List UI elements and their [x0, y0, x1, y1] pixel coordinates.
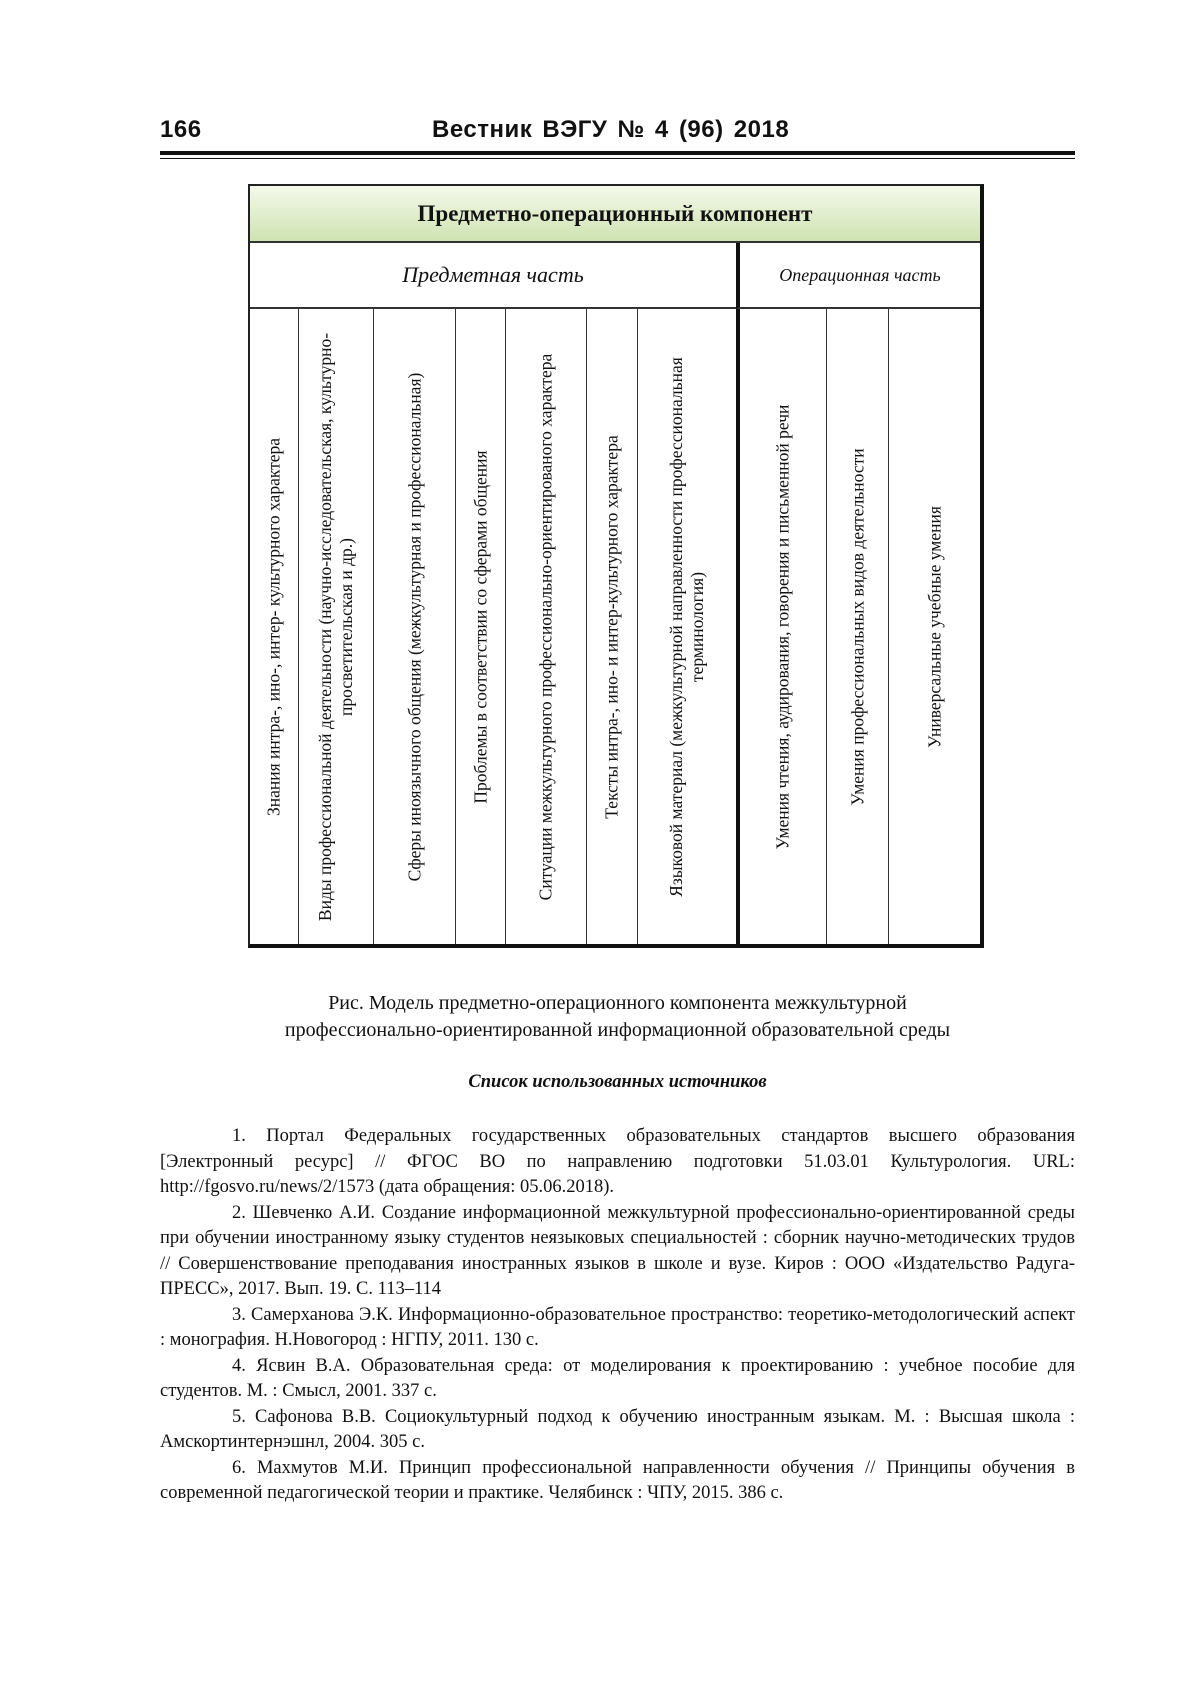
reference-item: 6. Махмутов М.И. Принцип профессиональной направленности обучения // Принципы обучения в современной педагогической теории и практике. Челябинск : ЧПУ, 2015. 386 с. — [160, 1457, 1075, 1503]
column-text: Виды профессиональной деятельности (научно-исследовательская, культурно-просветительская и др.) — [315, 332, 356, 921]
figure-caption — [160, 990, 1075, 1044]
component-figure — [248, 184, 984, 948]
operational-part-header: Операционная часть — [736, 243, 980, 309]
column-text: Умения чтения, аудирования, говорения и письменной речи — [772, 404, 793, 849]
figure-column — [637, 309, 736, 944]
caption-line-1: Рис. Модель предметно-операционного компонента межкультурной — [328, 992, 907, 1014]
references-list — [160, 1124, 1075, 1507]
reference-item: 4. Ясвин В.А. Образовательная среда: от моделирования к проектированию : учебное пособие для студентов. М. : Смысл, 2001. 337 с. — [160, 1355, 1075, 1401]
subject-part-header: Предметная часть — [250, 243, 736, 309]
references-heading: Список использованных источников — [468, 1072, 767, 1092]
column-text: Языковой материал (межкультурной направленности профессиональная терминология) — [666, 356, 707, 897]
figure-column — [826, 309, 888, 944]
figure-column — [250, 309, 298, 944]
figure-column — [373, 309, 455, 944]
page-number: 166 — [160, 116, 202, 143]
figure-column — [455, 309, 505, 944]
figure-column — [298, 309, 373, 944]
column-text: Знания интра-, ино-, интер- культурного характера — [263, 437, 284, 816]
reference-item: 5. Сафонова В.В. Социокультурный подход к обучению иностранным языкам. М. : Высшая школа : Амскортинтернэшнл, 2004. 305 с. — [160, 1406, 1075, 1452]
header-rule-thin — [160, 158, 1075, 159]
figure-column — [736, 309, 826, 944]
figure-column — [888, 309, 980, 944]
figure-title: Предметно-операционный компонент — [250, 186, 980, 243]
column-text: Умения профессиональных видов деятельности — [847, 447, 867, 806]
column-text: Сферы иноязычного общения (межкультурная и профессиональная) — [404, 372, 424, 881]
reference-item: 3. Самерханова Э.К. Информационно-образовательное пространство: теоретико-методологический аспект : монография. Н.Новогород : НГПУ, 2011. 130 с. — [160, 1304, 1075, 1350]
figure-column — [586, 309, 637, 944]
reference-item: 2. Шевченко А.И. Создание информационной межкультурной профессионально-ориентированной среды при обучении иностранному языку студентов неязыковых специальностей : сборник научно-методических трудов // Совершенствование преподавания иностранных языков в школе и вузе. Киров : ООО «Издательство Радуга-ПРЕСС», 2017. Вып. 19. С. 113–114 — [160, 1202, 1075, 1299]
header-rule-thick — [160, 151, 1075, 155]
caption-line-2: профессионально-ориентированной информационной образовательной среды — [284, 1019, 951, 1041]
figure-column — [505, 309, 586, 944]
column-text: Универсальные учебные умения — [924, 505, 944, 748]
column-text: Проблемы в соответствии со сферами общения — [470, 449, 490, 804]
journal-title: Вестник ВЭГУ № 4 (96) 2018 — [432, 116, 790, 143]
column-text: Ситуации межкультурного профессионально-ориентированого характера — [535, 353, 556, 900]
column-text: Тексты интра-, ино- и интер-культурного характера — [601, 434, 622, 819]
reference-item: 1. Портал Федеральных государственных образовательных стандартов высшего образования [Электронный ресурс] // ФГОС ВО по направлению подготовки 51.03.01 Культурология. URL: http://fgosvo.ru/news/2/1573 (дата обращения: 05.06.2018). — [160, 1126, 1075, 1197]
running-header — [160, 116, 1075, 148]
